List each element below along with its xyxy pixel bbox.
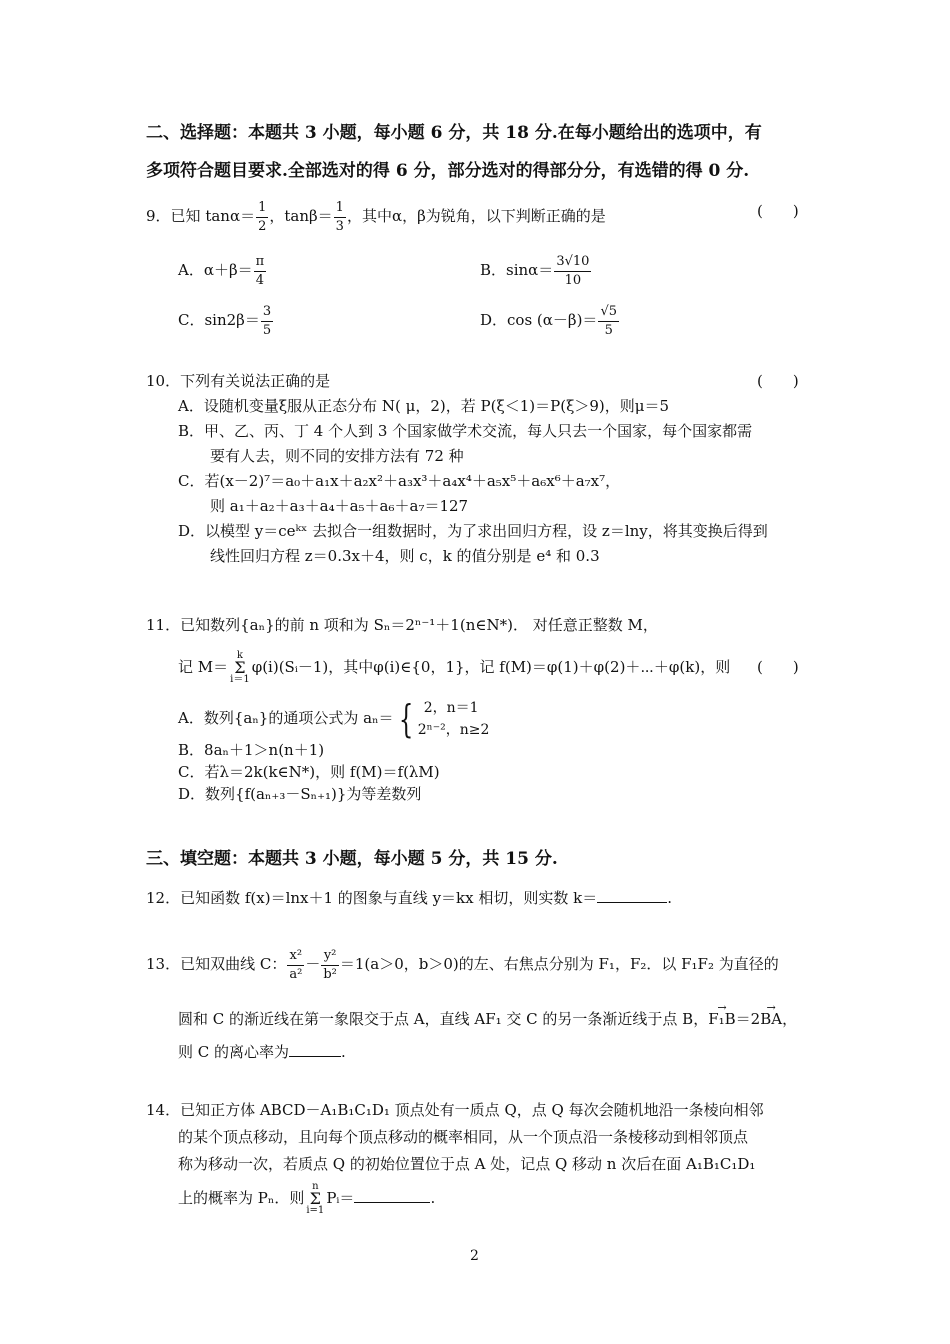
text-fragment: ＝2 [735, 1010, 761, 1028]
text-fragment: 已知双曲线 C： [180, 955, 287, 973]
text-fragment: . [667, 889, 673, 907]
q10-option-c-line2: 则 a₁＋a₂＋a₃＋a₄＋a₅＋a₆＋a₇＝127 [210, 497, 469, 515]
q11-answer-paren: ( ) [757, 658, 799, 676]
q13-vector-ba: → BA [760, 1009, 782, 1029]
text-fragment: φ(i)(Sᵢ－1)，其中φ(i)∈{0，1}，记 f(M)＝φ(1)＋φ(2)＋⋯＋φ(k)，则 [251, 658, 731, 676]
q9-number: 9． [146, 207, 171, 225]
text-fragment: π [254, 253, 267, 272]
text-fragment [287, 947, 304, 984]
q13-number: 13． [146, 955, 181, 973]
text-fragment: y² [321, 947, 339, 966]
q9-stem-b: ，tanβ＝ [269, 207, 333, 225]
text-fragment: － [305, 955, 321, 973]
q11-option-c: C．若λ＝2k(k∈N*)，则 f(M)＝f(λM) [178, 763, 440, 781]
text-fragment: 已知函数 f(x)＝lnx＋1 的图象与直线 y＝kx 相切，则实数 k＝ [180, 889, 598, 907]
q9-option-b [480, 248, 592, 292]
text-fragment: 3 [335, 218, 344, 234]
text-fragment [254, 253, 267, 290]
q12-number: 12． [146, 889, 181, 907]
q13-answer-blank [289, 1042, 341, 1057]
q10-option-a: A．设随机变量ξ服从正态分布 N( μ，2)，若 P(ξ＜1)＝P(ξ＞9)，则μ＝5 [178, 397, 670, 415]
q14-stem-line1 [146, 1100, 764, 1120]
text-fragment: . [341, 1043, 346, 1061]
text-fragment [554, 253, 591, 290]
section-three-heading: 三、填空题：本题共 3 小题，每小题 5 分，共 15 分. [146, 849, 558, 869]
text-fragment: a² [289, 966, 303, 982]
text-fragment: 3 [261, 303, 273, 322]
text-fragment: 1 [334, 199, 346, 218]
text-fragment: 5 [604, 322, 613, 338]
q11-sum-symbol [230, 651, 250, 685]
text-fragment: 5 [262, 322, 272, 338]
q11-stem-line1 [146, 615, 658, 635]
text-fragment [598, 303, 619, 340]
q13-stem-line3 [178, 1042, 346, 1062]
text-fragment: 则 C 的离心率为 [178, 1043, 290, 1061]
q14-number: 14． [146, 1101, 181, 1119]
q9-frac-tan-beta [334, 199, 346, 236]
text-fragment: ＝1(a＞0，b＞0)的左、右焦点分别为 F₁，F₂．以 F₁F₂ 为直径的 [339, 955, 779, 973]
text-fragment: 圆和 C 的渐近线在第一象限交于点 A，直线 AF₁ 交 C 的另一条渐近线于点 B， [178, 1010, 709, 1028]
text-fragment [261, 303, 273, 340]
q14-sum-symbol [306, 1182, 324, 1216]
text-fragment: Σ [309, 1189, 321, 1208]
text-fragment: . [430, 1189, 436, 1207]
q14-stem-line3: 称为移动一次，若质点 Q 的初始位置位于点 A 处，记点 Q 移动 n 次后在面 A₁B₁C₁D₁ [178, 1155, 756, 1173]
q9-option-c [178, 298, 274, 342]
text-fragment: Pᵢ＝ [326, 1189, 355, 1207]
text-fragment: ， [782, 1010, 798, 1028]
q13-stem-line1 [146, 942, 779, 986]
q12-stem [146, 888, 672, 908]
text-fragment [418, 697, 490, 741]
text-fragment: 上的概率为 Pₙ．则 [178, 1189, 305, 1207]
text-fragment: 2，n＝1 [423, 700, 479, 716]
q11-option-a [178, 694, 489, 742]
q11-number: 11． [146, 616, 181, 634]
q9-frac-tan-alpha [256, 199, 268, 236]
q14-stem-line4 [178, 1176, 435, 1220]
text-fragment: √5 [598, 303, 619, 322]
q9-stem-c: ，其中α，β为锐角，以下判断正确的是 [346, 207, 606, 225]
text-fragment: x² [287, 947, 304, 966]
q10-answer-paren: ( ) [757, 372, 799, 390]
brace-icon: { [398, 697, 413, 741]
q9-answer-paren: ( ) [757, 202, 799, 220]
q9-option-a [178, 248, 267, 292]
text-fragment: 下列有关说法正确的是 [180, 372, 331, 390]
q11-stem-line2 [178, 645, 730, 689]
text-fragment: D．cos (α－β)＝ [480, 311, 598, 329]
text-fragment: 2ⁿ⁻²，n≥2 [417, 722, 490, 738]
text-fragment: 3√10 [554, 253, 591, 272]
page-number: 2 [470, 1248, 479, 1264]
q9-stem-a: 已知 tanα＝ [170, 207, 256, 225]
text-fragment: A．数列{aₙ}的通项公式为 aₙ＝ [178, 709, 394, 727]
q14-answer-blank [354, 1188, 430, 1203]
text-fragment: C．sin2β＝ [178, 311, 260, 329]
q10-option-b-line2: 要有人去，则不同的安排方法有 72 种 [210, 447, 464, 465]
text-fragment: 2 [258, 218, 267, 234]
q13-stem-line2 [178, 1009, 797, 1029]
q13-vector-f1b: → F₁B [708, 1009, 735, 1029]
text-fragment: Σ [234, 658, 246, 677]
text-fragment: B．sinα＝ [480, 261, 554, 279]
q9-option-d [480, 298, 620, 342]
text-fragment: 已知数列{aₙ}的前 n 项和为 Sₙ＝2ⁿ⁻¹＋1(n∈N*)． 对任意正整数 M， [180, 616, 658, 634]
text-fragment [321, 947, 339, 984]
q10-stem [146, 371, 330, 391]
q10-option-b-line1: B．甲、乙、丙、丁 4 个人到 3 个国家做学术交流，每人只去一个国家，每个国家都需 [178, 422, 753, 440]
text-fragment: k [236, 650, 243, 661]
section-two-heading-line2: 多项符合题目要求.全部选对的得 6 分，部分选对的得部分分，有选错的得 0 分. [146, 161, 750, 181]
text-fragment: A．α＋β＝ [178, 261, 253, 279]
text-fragment: b² [323, 966, 337, 982]
text-fragment: n [312, 1181, 319, 1192]
text-fragment: 记 M＝ [178, 658, 229, 676]
q9-stem [146, 196, 606, 236]
q10-option-d-line1: D．以模型 y＝ceᵏˣ 去拟合一组数据时，为了求出回归方程，设 z＝lny，将其变换后得到 [178, 522, 768, 540]
q14-stem-line2: 的某个顶点移动，且向每个顶点移动的概率相同，从一个顶点沿一条棱移动到相邻顶点 [178, 1128, 749, 1146]
q10-number: 10． [146, 372, 181, 390]
text-fragment: 10 [564, 272, 582, 288]
q11-option-b: B．8aₙ＋1＞n(n＋1) [178, 741, 325, 759]
text-fragment: i=1 [306, 1205, 325, 1216]
q12-answer-blank [597, 888, 667, 903]
text-fragment: 已知正方体 ABCD－A₁B₁C₁D₁ 顶点处有一质点 Q，点 Q 每次会随机地沿一条棱向相邻 [180, 1101, 764, 1119]
q10-option-c-line1: C．若(x－2)⁷＝a₀＋a₁x＋a₂x²＋a₃x³＋a₄x⁴＋a₅x⁵＋a₆x⁶＋a₇x⁷， [178, 472, 621, 490]
text-fragment: i＝1 [230, 674, 250, 685]
text-fragment: 4 [255, 272, 265, 288]
section-two-heading-line1: 二、选择题：本题共 3 小题，每小题 6 分，共 18 分.在每小题给出的选项中，有 [146, 123, 762, 143]
q10-option-d-line2: 线性回归方程 z＝0.3x＋4，则 c，k 的值分别是 e⁴ 和 0.3 [210, 547, 600, 565]
q11-option-d: D．数列{f(aₙ₊₃－Sₙ₊₁)}为等差数列 [178, 785, 422, 803]
text-fragment: 1 [256, 199, 268, 218]
